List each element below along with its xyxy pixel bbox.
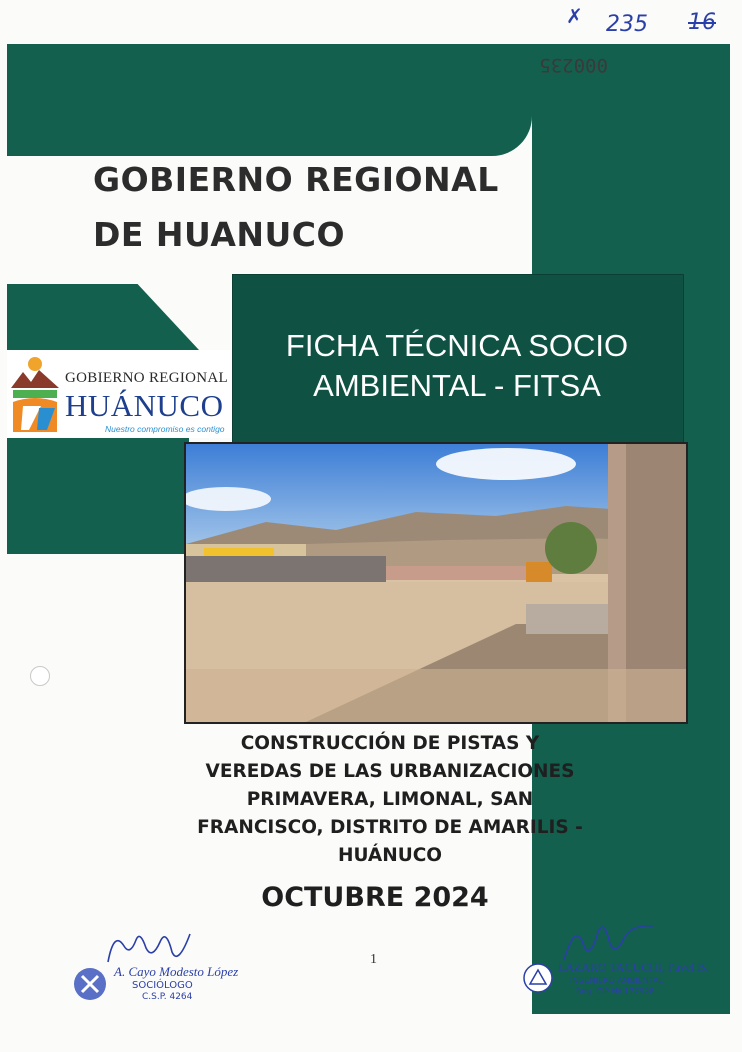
- signature-left: [70, 922, 240, 1012]
- signature-left-reg: C.S.P. 4264: [142, 992, 193, 1002]
- project-title-line1: CONSTRUCCIÓN DE PISTAS Y: [240, 733, 540, 754]
- page-number: 1: [370, 952, 377, 967]
- signature-right-reg: Reg. CIP Nº 177928: [576, 987, 655, 996]
- document-date: OCTUBRE 2024: [261, 882, 489, 913]
- binder-hole: [30, 666, 50, 686]
- signature-right-name: LAZARO TACUCHI, Pavel B.: [558, 960, 709, 974]
- project-title: [160, 730, 620, 870]
- logo-tagline: Nuestro compromiso es contigo: [105, 424, 225, 434]
- ficha-title: [234, 326, 680, 406]
- top-banner: [7, 44, 532, 156]
- cover-photo: [184, 442, 688, 724]
- ficha-title-line1: FICHA TÉCNICA SOCIO: [285, 328, 629, 363]
- project-title-line4: FRANCISCO, DISTRITO DE AMARILIS -: [197, 817, 583, 838]
- project-title-line3: PRIMAVERA, LIMONAL, SAN: [246, 789, 534, 810]
- seal-left-icon: [72, 966, 108, 1002]
- left-band-upper: [7, 284, 199, 350]
- logo-line2: HUÁNUCO: [65, 388, 224, 423]
- signature-left-title: SOCIÓLOGO: [132, 980, 193, 991]
- project-title-line5: HUÁNUCO: [337, 845, 443, 866]
- signature-left-name: A. Cayo Modesto López: [114, 964, 239, 979]
- logo-line1: GOBIERNO REGIONAL: [65, 370, 229, 386]
- stamp-number: 000235: [539, 54, 608, 76]
- handwritten-signature-right-icon: [558, 916, 668, 966]
- signature-right: [522, 916, 709, 1006]
- logo-box: [7, 350, 233, 438]
- project-title-line2: VEREDAS DE LAS URBANIZACIONES: [205, 761, 575, 782]
- folio-handwritten-number: 235: [606, 12, 648, 37]
- seal-right-icon: [522, 962, 554, 994]
- left-band-lower: [7, 438, 189, 554]
- folio-secondary-number: 16: [688, 10, 716, 35]
- document-title-line1: GOBIERNO REGIONAL: [93, 160, 499, 199]
- logo-emblem-icon: [9, 352, 61, 436]
- photo-scene-icon: [186, 444, 686, 722]
- document-title-line2: DE HUANUCO: [93, 215, 346, 254]
- signature-right-title: INGENIERO AMBIENTAL: [570, 976, 663, 985]
- folio-cross-mark: ✗: [566, 4, 583, 28]
- ficha-title-line2: AMBIENTAL - FITSA: [313, 368, 601, 403]
